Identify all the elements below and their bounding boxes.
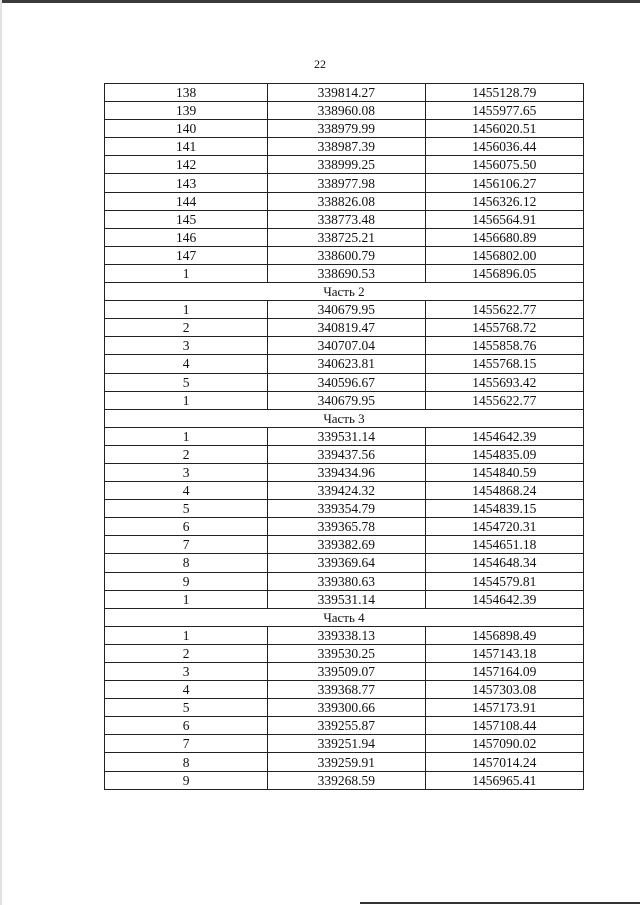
point-number-cell: 2 (105, 319, 268, 337)
point-number-cell: 3 (105, 337, 268, 355)
table-row (105, 463, 584, 481)
x-coordinate-cell: 339268.59 (268, 771, 425, 789)
table-row (105, 753, 584, 771)
y-coordinate-cell: 1455977.65 (425, 102, 583, 120)
point-number-cell: 9 (105, 771, 268, 789)
x-coordinate-cell: 339368.77 (268, 681, 425, 699)
x-coordinate-cell: 339251.94 (268, 735, 425, 753)
table-row (105, 590, 584, 608)
point-number-cell: 7 (105, 536, 268, 554)
point-number-cell: 4 (105, 482, 268, 500)
point-number-cell: 5 (105, 373, 268, 391)
point-number-cell: 6 (105, 717, 268, 735)
point-number-cell: 141 (105, 138, 268, 156)
y-coordinate-cell: 1456036.44 (425, 138, 583, 156)
x-coordinate-cell: 339338.13 (268, 626, 425, 644)
x-coordinate-cell: 339509.07 (268, 663, 425, 681)
y-coordinate-cell: 1457090.02 (425, 735, 583, 753)
table-row (105, 102, 584, 120)
x-coordinate-cell: 339530.25 (268, 644, 425, 662)
point-number-cell: 144 (105, 192, 268, 210)
x-coordinate-cell: 338977.98 (268, 174, 425, 192)
point-number-cell: 9 (105, 572, 268, 590)
table-row (105, 518, 584, 536)
y-coordinate-cell: 1454840.59 (425, 463, 583, 481)
table-row (105, 771, 584, 789)
scan-edge-bottom (360, 902, 640, 904)
table-row (105, 301, 584, 319)
y-coordinate-cell: 1457108.44 (425, 717, 583, 735)
point-number-cell: 2 (105, 644, 268, 662)
x-coordinate-cell: 339814.27 (268, 84, 425, 102)
table-row (105, 120, 584, 138)
x-coordinate-cell: 340679.95 (268, 301, 425, 319)
y-coordinate-cell: 1457173.91 (425, 699, 583, 717)
y-coordinate-cell: 1457014.24 (425, 753, 583, 771)
section-header-row (105, 283, 584, 301)
y-coordinate-cell: 1457164.09 (425, 663, 583, 681)
table-row (105, 717, 584, 735)
y-coordinate-cell: 1454642.39 (425, 427, 583, 445)
table-row (105, 228, 584, 246)
y-coordinate-cell: 1456326.12 (425, 192, 583, 210)
table-row (105, 319, 584, 337)
y-coordinate-cell: 1454839.15 (425, 500, 583, 518)
table-row (105, 735, 584, 753)
section-title: Часть 3 (105, 409, 584, 427)
y-coordinate-cell: 1455622.77 (425, 391, 583, 409)
x-coordinate-cell: 339380.63 (268, 572, 425, 590)
x-coordinate-cell: 339255.87 (268, 717, 425, 735)
point-number-cell: 145 (105, 210, 268, 228)
table-row (105, 84, 584, 102)
coordinates-table-body (105, 84, 584, 790)
point-number-cell: 5 (105, 699, 268, 717)
x-coordinate-cell: 339259.91 (268, 753, 425, 771)
table-row (105, 210, 584, 228)
table-row (105, 482, 584, 500)
point-number-cell: 4 (105, 681, 268, 699)
x-coordinate-cell: 338773.48 (268, 210, 425, 228)
x-coordinate-cell: 338690.53 (268, 264, 425, 282)
table-row (105, 427, 584, 445)
x-coordinate-cell: 340623.81 (268, 355, 425, 373)
x-coordinate-cell: 338600.79 (268, 246, 425, 264)
y-coordinate-cell: 1455858.76 (425, 337, 583, 355)
x-coordinate-cell: 338960.08 (268, 102, 425, 120)
table-row (105, 699, 584, 717)
point-number-cell: 147 (105, 246, 268, 264)
point-number-cell: 1 (105, 626, 268, 644)
x-coordinate-cell: 339354.79 (268, 500, 425, 518)
point-number-cell: 1 (105, 301, 268, 319)
x-coordinate-cell: 339300.66 (268, 699, 425, 717)
table-row (105, 663, 584, 681)
y-coordinate-cell: 1456802.00 (425, 246, 583, 264)
point-number-cell: 1 (105, 427, 268, 445)
x-coordinate-cell: 338987.39 (268, 138, 425, 156)
table-row (105, 156, 584, 174)
scan-edge-top (0, 0, 640, 3)
x-coordinate-cell: 339365.78 (268, 518, 425, 536)
x-coordinate-cell: 338826.08 (268, 192, 425, 210)
y-coordinate-cell: 1456965.41 (425, 771, 583, 789)
point-number-cell: 142 (105, 156, 268, 174)
y-coordinate-cell: 1456106.27 (425, 174, 583, 192)
section-header-row (105, 608, 584, 626)
point-number-cell: 146 (105, 228, 268, 246)
table-row (105, 337, 584, 355)
point-number-cell: 2 (105, 445, 268, 463)
table-row (105, 572, 584, 590)
page-number: 22 (314, 57, 326, 71)
x-coordinate-cell: 338979.99 (268, 120, 425, 138)
scan-edge-left (0, 0, 2, 905)
point-number-cell: 7 (105, 735, 268, 753)
point-number-cell: 8 (105, 753, 268, 771)
point-number-cell: 6 (105, 518, 268, 536)
x-coordinate-cell: 338999.25 (268, 156, 425, 174)
point-number-cell: 139 (105, 102, 268, 120)
table-row (105, 174, 584, 192)
x-coordinate-cell: 338725.21 (268, 228, 425, 246)
point-number-cell: 1 (105, 391, 268, 409)
x-coordinate-cell: 339531.14 (268, 427, 425, 445)
y-coordinate-cell: 1456896.05 (425, 264, 583, 282)
y-coordinate-cell: 1455128.79 (425, 84, 583, 102)
table-row (105, 554, 584, 572)
y-coordinate-cell: 1457143.18 (425, 644, 583, 662)
table-row (105, 445, 584, 463)
y-coordinate-cell: 1455768.15 (425, 355, 583, 373)
point-number-cell: 138 (105, 84, 268, 102)
table-row (105, 536, 584, 554)
table-row (105, 264, 584, 282)
x-coordinate-cell: 339437.56 (268, 445, 425, 463)
y-coordinate-cell: 1456898.49 (425, 626, 583, 644)
x-coordinate-cell: 340819.47 (268, 319, 425, 337)
table-row (105, 681, 584, 699)
table-row (105, 355, 584, 373)
table-row (105, 626, 584, 644)
section-title: Часть 4 (105, 608, 584, 626)
x-coordinate-cell: 339434.96 (268, 463, 425, 481)
y-coordinate-cell: 1456020.51 (425, 120, 583, 138)
section-header-row (105, 409, 584, 427)
table-row (105, 391, 584, 409)
table-row (105, 373, 584, 391)
y-coordinate-cell: 1455622.77 (425, 301, 583, 319)
y-coordinate-cell: 1456564.91 (425, 210, 583, 228)
y-coordinate-cell: 1456075.50 (425, 156, 583, 174)
point-number-cell: 1 (105, 590, 268, 608)
x-coordinate-cell: 340679.95 (268, 391, 425, 409)
y-coordinate-cell: 1454579.81 (425, 572, 583, 590)
y-coordinate-cell: 1455693.42 (425, 373, 583, 391)
table-row (105, 192, 584, 210)
x-coordinate-cell: 339382.69 (268, 536, 425, 554)
y-coordinate-cell: 1457303.08 (425, 681, 583, 699)
x-coordinate-cell: 339424.32 (268, 482, 425, 500)
point-number-cell: 1 (105, 264, 268, 282)
y-coordinate-cell: 1454642.39 (425, 590, 583, 608)
point-number-cell: 140 (105, 120, 268, 138)
point-number-cell: 3 (105, 463, 268, 481)
point-number-cell: 8 (105, 554, 268, 572)
point-number-cell: 4 (105, 355, 268, 373)
y-coordinate-cell: 1454648.34 (425, 554, 583, 572)
point-number-cell: 5 (105, 500, 268, 518)
x-coordinate-cell: 339369.64 (268, 554, 425, 572)
table-row (105, 500, 584, 518)
section-title: Часть 2 (105, 283, 584, 301)
x-coordinate-cell: 340707.04 (268, 337, 425, 355)
x-coordinate-cell: 339531.14 (268, 590, 425, 608)
y-coordinate-cell: 1454868.24 (425, 482, 583, 500)
point-number-cell: 3 (105, 663, 268, 681)
y-coordinate-cell: 1454720.31 (425, 518, 583, 536)
coordinates-table (104, 83, 584, 790)
table-row (105, 138, 584, 156)
x-coordinate-cell: 340596.67 (268, 373, 425, 391)
y-coordinate-cell: 1454651.18 (425, 536, 583, 554)
y-coordinate-cell: 1456680.89 (425, 228, 583, 246)
y-coordinate-cell: 1454835.09 (425, 445, 583, 463)
table-row (105, 246, 584, 264)
point-number-cell: 143 (105, 174, 268, 192)
y-coordinate-cell: 1455768.72 (425, 319, 583, 337)
table-row (105, 644, 584, 662)
